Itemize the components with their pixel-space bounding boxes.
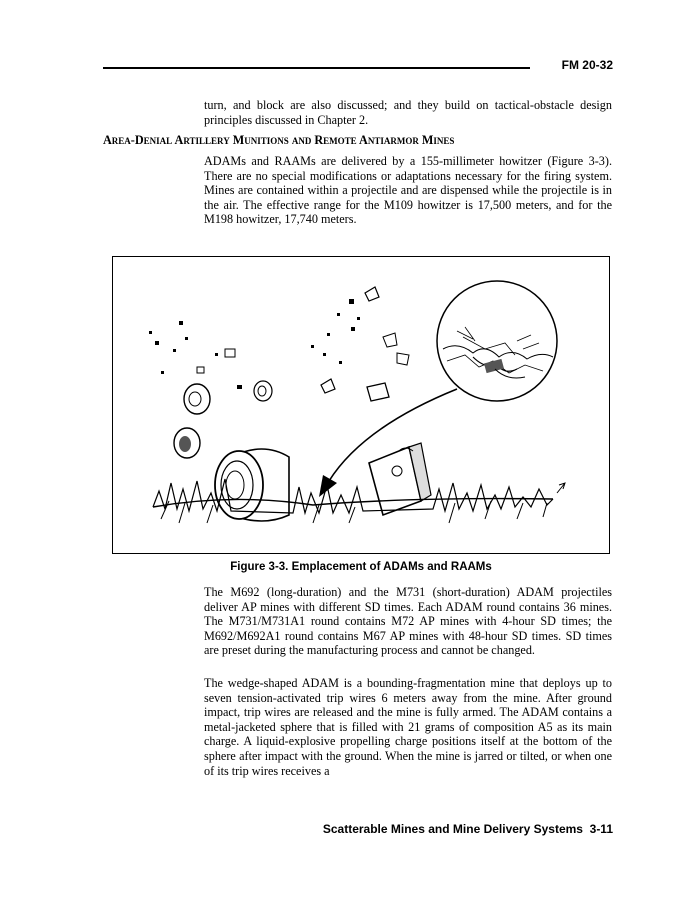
header-rule <box>103 67 530 69</box>
figure-illustration <box>113 257 609 553</box>
footer-page-number: 3-11 <box>589 822 613 836</box>
paragraph-adam-description: The wedge-shaped ADAM is a bounding-fragmentation mine that deploys up to seven tension-activated trip wires 6 meters away from the mine. After ground impact, trip wires are released and the mine is fully armed. The ADAM contains a metal-jacketed sphere that is filled with 21 grams of composition A5 as its main charge. A liquid-explosive propelling charge positions itself at the bottom of the sphere after impact with the ground. When the mine is jarred or tilted, or when one of its trip wires receives a <box>204 676 612 778</box>
figure-caption: Figure 3-3. Emplacement of ADAMs and RAAMs <box>230 561 492 573</box>
page-footer <box>323 822 613 836</box>
magnified-inset <box>437 281 557 401</box>
section-heading: Area-Denial Artillery Munitions and Remote Antiarmor Mines <box>103 133 455 147</box>
large-mine-wedge <box>369 443 431 515</box>
figure-3-3 <box>112 256 610 554</box>
falling-adam-mines <box>149 321 272 458</box>
paragraph-adam-projectiles: The M692 (long-duration) and the M731 (short-duration) ADAM projectiles deliver AP mines with different SD times. Each ADAM round contains 36 mines. The M731/M731A1 round contains M72 AP mines with 4-hour SD times; the M692/M692A1 round contains M67 AP mines with 48-hour SD times. SD times are preset during the manufacturing process and cannot be changed. <box>204 585 612 658</box>
falling-raam-mines <box>311 287 409 401</box>
paragraph-intro-continued: turn, and block are also discussed; and they build on tactical-obstacle design principles discussed in Chapter 2. <box>204 98 612 127</box>
footer-chapter-title: Scatterable Mines and Mine Delivery Systems <box>322 822 583 836</box>
paragraph-delivery: ADAMs and RAAMs are delivered by a 155-millimeter howitzer (Figure 3-3). There are no special modifications or adaptations necessary for the firing system. Mines are contained within a projectile and are dispensed while the projectile is in the air. The effective range for the M109 howitzer is 17,500 meters, and for the M198 howitzer, 17,740 meters. <box>204 154 612 227</box>
manual-id: FM 20-32 <box>561 58 613 72</box>
